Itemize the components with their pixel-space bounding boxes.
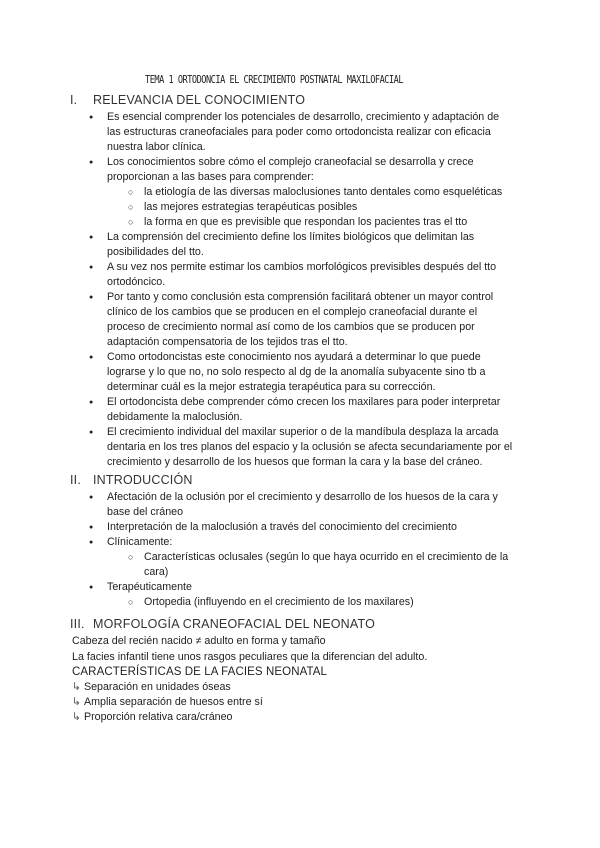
arrow-item-text: Amplia separación de huesos entre sí bbox=[83, 696, 263, 708]
section-introduccion bbox=[0, 473, 600, 610]
return-arrow-icon: ↳ bbox=[72, 681, 81, 693]
section-numeral: III. bbox=[70, 617, 85, 631]
arrow-item bbox=[72, 710, 232, 725]
section-morfologia bbox=[0, 617, 600, 633]
arrow-item-text: Proporción relativa cara/cráneo bbox=[83, 711, 233, 723]
section-numeral: I. bbox=[70, 93, 78, 107]
list-item-text: Terapéuticamente bbox=[107, 581, 192, 593]
list-item-text: Los conocimientos sobre cómo el complejo craneofacial se desarrolla y crece proporcionan a las bases para comprender: bbox=[107, 156, 474, 183]
section-heading bbox=[0, 617, 600, 633]
section-title: MORFOLOGÍA CRANEOFACIAL DEL NEONATO bbox=[93, 617, 376, 631]
return-arrow-icon: ↳ bbox=[72, 711, 81, 723]
sub-list-item: ○ Características oclusales (según lo que haya ocurrido en el crecimiento de la cara) bbox=[144, 550, 515, 580]
section-heading bbox=[0, 93, 600, 109]
sub-list-item: ○ la forma en que es previsible que respondan los pacientes tras el tto bbox=[144, 215, 515, 230]
sub-list-item: ○ la etiología de las diversas maloclusiones tanto dentales como esqueléticas bbox=[144, 185, 515, 200]
section-heading bbox=[0, 473, 600, 489]
sub-list-item: ○ las mejores estrategias terapéuticas posibles bbox=[144, 200, 515, 215]
list-item bbox=[107, 535, 515, 580]
return-arrow-icon: ↳ bbox=[72, 696, 81, 708]
text-line: La facies infantil tiene unos rasgos peculiares que la diferencian del adulto. bbox=[72, 651, 428, 663]
sub-list-item: ○ Ortopedia (influyendo en el crecimiento de los maxilares) bbox=[144, 595, 515, 610]
subheading: CARACTERÍSTICAS DE LA FACIES NEONATAL bbox=[72, 666, 328, 678]
list-item: ● Por tanto y como conclusión esta comprensión facilitará obtener un mayor control clínico de los cambios que se producen en el complejo craneofacial durante el proceso de crecimiento normal así como de los cambios que se producen por adaptación compensatoria de los tejidos tras el tto. bbox=[107, 290, 515, 350]
bullet-list bbox=[0, 110, 600, 470]
sub-list bbox=[107, 550, 515, 580]
list-item: ● A su vez nos permite estimar los cambios morfológicos previsibles después del tto ortodóncico. bbox=[107, 260, 515, 290]
list-item-text: Clínicamente: bbox=[107, 536, 173, 548]
list-item: ● Afectación de la oclusión por el crecimiento y desarrollo de los huesos de la cara y base del cráneo bbox=[107, 490, 515, 520]
section-title: RELEVANCIA DEL CONOCIMIENTO bbox=[93, 93, 306, 107]
arrow-item-text: Separación en unidades óseas bbox=[83, 681, 231, 693]
arrow-item bbox=[72, 695, 263, 710]
section-title: INTRODUCCIÓN bbox=[93, 473, 193, 487]
list-item: ● El ortodoncista debe comprender cómo crecen los maxilares para poder interpretar debidamente la maloclusión. bbox=[107, 395, 515, 425]
section-relevancia bbox=[0, 93, 600, 470]
sub-list bbox=[107, 185, 515, 230]
list-item: ● La comprensión del crecimiento define los límites biológicos que delimitan las posibilidades del tto. bbox=[107, 230, 515, 260]
sub-list bbox=[107, 595, 515, 610]
list-item: ● Es esencial comprender los potenciales de desarrollo, crecimiento y adaptación de las estructuras craneofaciales para poder como ortodoncista realizar con eficacia nuestra labor clínica. bbox=[107, 110, 515, 155]
section-numeral: II. bbox=[70, 473, 82, 487]
text-line: Cabeza del recién nacido ≠ adulto en forma y tamaño bbox=[72, 635, 326, 647]
list-item bbox=[107, 580, 515, 610]
list-item bbox=[107, 155, 515, 230]
list-item: ● El crecimiento individual del maxilar superior o de la mandíbula desplaza la arcada dentaria en los tres planos del espacio y la oclusión se afecta secundariamente por el crecimiento y desarrollo de los huesos que forman la cara y la base del cráneo. bbox=[107, 425, 515, 470]
list-item: ● Como ortodoncistas este conocimiento nos ayudará a determinar lo que puede lograrse y lo que no, no solo respecto al dg de la anomalía subyacente sino tb a determinar cuál es la mejor estrategia terapéutica para su corrección. bbox=[107, 350, 515, 395]
bullet-list bbox=[0, 490, 600, 610]
document-title: TEMA 1 ORTODONCIA EL CRECIMIENTO POSTNATAL MAXILOFACIAL bbox=[145, 74, 404, 86]
list-item: ● Interpretación de la maloclusión a través del conocimiento del crecimiento bbox=[107, 520, 515, 535]
arrow-item bbox=[72, 680, 231, 695]
